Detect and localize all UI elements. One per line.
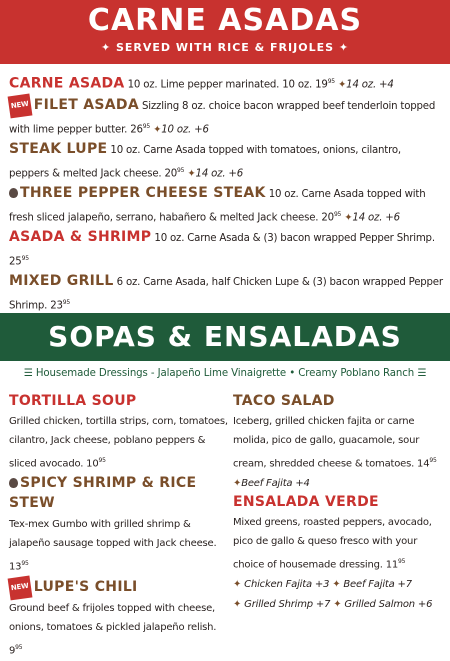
item-cents: 95 (15, 643, 23, 651)
item-cents: 95 (21, 560, 29, 568)
section-subtitle: ✦ SERVED WITH RICE & FRIJOLES ✦ (100, 41, 350, 54)
menu-item (9, 72, 443, 95)
item-name: STEAK LUPE (9, 141, 108, 158)
item-cents: 95 (98, 456, 106, 464)
dressings-line: ☰ Housemade Dressings - Jalapeño Lime Vinaigrette • Creamy Poblano Ranch ☰ (23, 368, 427, 379)
upgrade-icon: ✦ (153, 124, 162, 136)
item-cents: 95 (21, 254, 29, 262)
item-upgrade: 14 oz. +6 (195, 168, 244, 180)
section-title: SOPAS & ENSALADAS (48, 320, 402, 353)
item-desc: 6 oz. Carne Asada, half Chicken Lupe & (3) bacon wrapped Pepper Shrimp. 23 (9, 277, 443, 312)
item-cents: 95 (398, 558, 406, 566)
item-upgrade: 14 oz. +4 (346, 79, 394, 91)
item-cents: 95 (327, 78, 335, 85)
carne-asadas-banner (0, 0, 450, 64)
item-name: ASADA & SHRIMP (9, 229, 152, 246)
upgrade-icon: ✦ (233, 477, 242, 489)
extra-option: Grilled Shrimp +7 (244, 598, 331, 610)
upgrade-icon: ✦ (333, 598, 342, 610)
item-desc: Tex-mex Gumbo with grilled shrimp & jalapeño sausage topped with Jack cheese. 13 (9, 518, 217, 573)
item-desc: 10 oz. Carne Asada topped with fresh sliced jalapeño, serrano, habañero & melted Jack cheese. 20 (9, 189, 426, 224)
sopas-left-column (9, 392, 231, 661)
menu-item (233, 493, 445, 575)
item-cents: 95 (62, 298, 71, 306)
sopas-right-column (233, 392, 445, 614)
extra-option: Beef Fajita +7 (343, 579, 412, 590)
item-upgrade: Beef Fajita +4 (241, 477, 310, 489)
item-cents: 95 (429, 456, 437, 464)
menu-item (9, 184, 443, 228)
item-desc: 10 oz. Lime pepper marinated. 10 oz. 19 (127, 79, 328, 91)
item-upgrade: 10 oz. +6 (161, 124, 209, 136)
menu-item (9, 474, 231, 577)
item-name: CARNE ASADA (9, 75, 125, 92)
upgrade-icon: ✦ (344, 212, 353, 224)
menu-item (9, 140, 443, 184)
sopas-banner (0, 313, 450, 361)
pepper-icon (9, 188, 18, 198)
item-upgrade: 14 oz. +6 (352, 212, 400, 224)
extra-option: Chicken Fajita +3 (244, 579, 330, 590)
menu-item (9, 228, 443, 272)
upgrade-icon: ✦ (337, 79, 347, 91)
item-name: MIXED GRILL (9, 273, 114, 290)
pepper-icon (9, 478, 18, 488)
upgrade-icon: ✦ (233, 598, 242, 610)
item-desc: Mixed greens, roasted peppers, avocado, pico de gallo & queso fresco with your choice of housemade dressing. 11 (233, 516, 432, 571)
item-desc: Ground beef & frijoles topped with cheese, onions, tomatoes & pickled jalapeño relish. 9 (9, 602, 217, 657)
menu-item (9, 272, 443, 316)
item-desc: Sizzling 8 oz. choice bacon wrapped beef tenderloin topped with lime pepper butter. 26 (9, 101, 436, 136)
item-desc: Grilled chicken, tortilla strips, corn, tomatoes, cilantro, Jack cheese, poblano peppers & sliced avocado. 10 (9, 415, 228, 470)
item-name: SPICY SHRIMP & RICE STEW (9, 474, 197, 512)
menu-item (233, 392, 445, 493)
upgrade-icon: ✦ (187, 168, 196, 180)
item-name: ENSALADA VERDE (233, 494, 379, 511)
item-desc: 10 oz. Carne Asada & (3) bacon wrapped Pepper Shrimp. 25 (9, 233, 435, 268)
upgrade-icon: ✦ (332, 579, 341, 590)
extra-option: Grilled Salmon +6 (344, 598, 433, 610)
item-name: TORTILLA SOUP (9, 393, 137, 409)
item-name: TACO SALAD (233, 393, 335, 409)
menu-item (9, 95, 443, 140)
menu-item (9, 577, 231, 661)
carne-list (9, 72, 443, 316)
upgrade-icon: ✦ (233, 579, 242, 590)
item-name: FILET ASADA (33, 97, 139, 114)
menu-item (9, 392, 231, 474)
item-name: THREE PEPPER CHEESE STEAK (20, 185, 266, 202)
salad-extras (233, 575, 445, 614)
item-cents: 95 (142, 122, 151, 130)
item-desc: 10 oz. Carne Asada topped with tomatoes, onions, cilantro, peppers & melted Jack cheese. 20 (9, 145, 401, 180)
item-cents: 95 (177, 166, 185, 174)
new-badge: NEW (8, 94, 33, 119)
section-title: CARNE ASADAS (87, 3, 363, 38)
item-name: LUPE'S CHILI (33, 579, 138, 595)
new-badge: NEW (8, 576, 33, 600)
item-desc: Iceberg, grilled chicken fajita or carne molida, pico de gallo, guacamole, sour cream, shredded cheese & tomatoes. 14 (233, 415, 430, 470)
item-cents: 95 (333, 210, 342, 218)
